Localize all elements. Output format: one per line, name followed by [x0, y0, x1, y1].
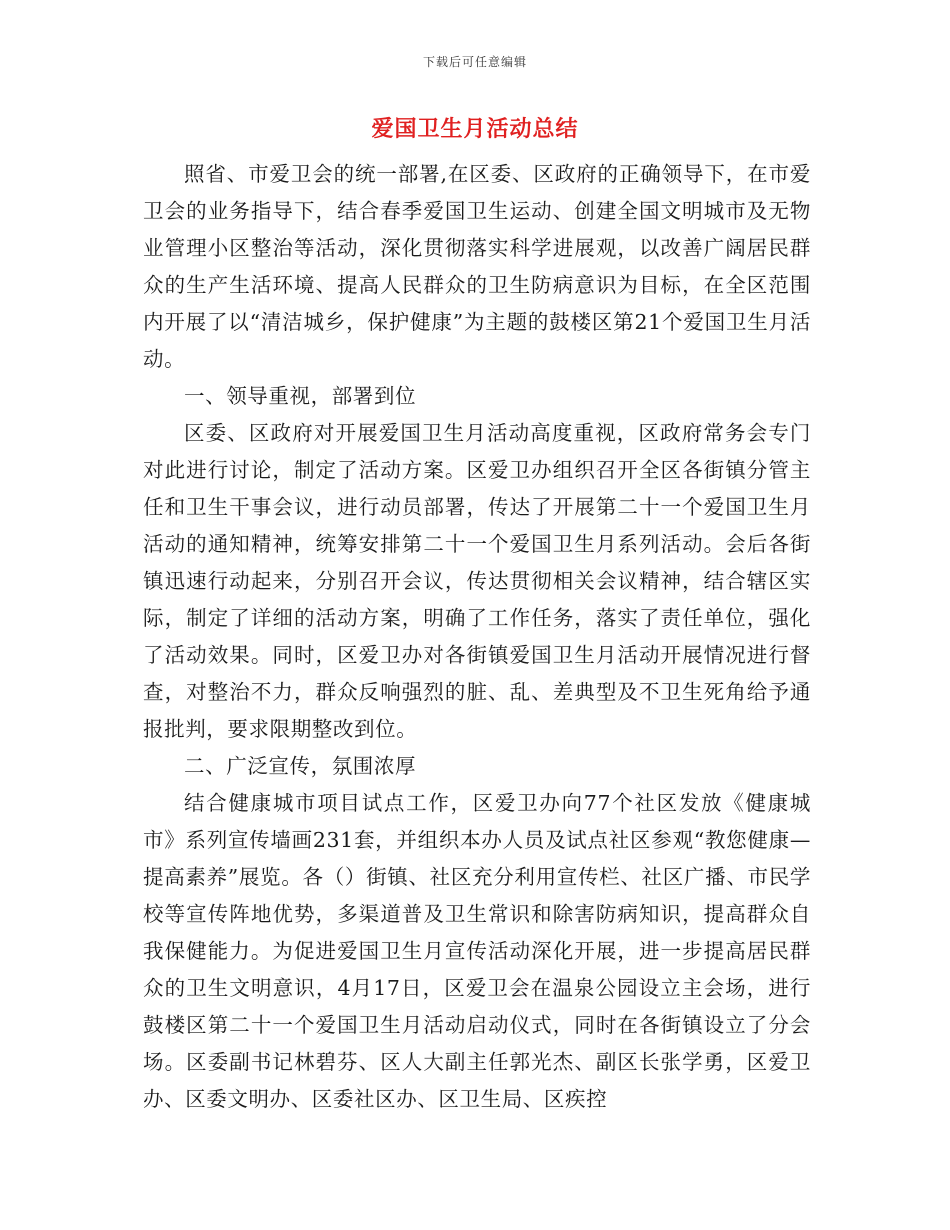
paragraph-section-1: 区委、区政府对开展爱国卫生月活动高度重视，区政府常务会专门对此进行讨论，制定了活动方案。区爱卫办组织召开全区各街镇分管主任和卫生干事会议，进行动员部署，传达了开展第二十一个爱国卫生月活动的通知精神，统筹安排第二十一个爱国卫生月系列活动。会后各街镇迅速行动起来，分别召开会议，传达贯彻相关会议精神，结合辖区实际，制定了详细的活动方案，明确了工作任务，落实了责任单位，强化了活动效果。同时，区爱卫办对各街镇爱国卫生月活动开展情况进行督查，对整治不力，群众反响强烈的脏、乱、差典型及不卫生死角给予通报批判，要求限期整改到位。: [143, 421, 811, 741]
paragraph-intro: 照省、市爱卫会的统一部署,在区委、区政府的正确领导下，在市爱卫会的业务指导下，结合春季爱国卫生运动、创建全国文明城市及无物业管理小区整治等活动，深化贯彻落实科学进展观，以改善广阔居民群众的生产生活环境、提高人民群众的卫生防病意识为目标，在全区范围内开展了以“清洁城乡，保护健康”为主题的鼓楼区第21个爱国卫生月活动。: [143, 162, 811, 371]
header-note: 下载后可任意编辑: [422, 55, 527, 69]
paragraph-section-2: 结合健康城市项目试点工作，区爱卫办向77个社区发放《健康城市》系列宣传墙画231套，并组织本办人员及试点社区参观“教您健康—提高素养”展览。各（）街镇、社区充分利用宣传栏、社区广播、市民学校等宣传阵地优势，多渠道普及卫生常识和除害防病知识，提高群众自我保健能力。为促进爱国卫生月宣传活动深化开展，进一步提高居民群众的卫生文明意识，4月17日，区爱卫会在温泉公园设立主会场，进行鼓楼区第二十一个爱国卫生月活动启动仪式，同时在各街镇设立了分会场。区委副书记林碧芬、区人大副主任郭光杰、副区长张学勇，区爱卫办、区委文明办、区委社区办、区卫生局、区疾控: [143, 791, 811, 1111]
document-body: [143, 156, 811, 1118]
document-title: 爱国卫生月活动总结: [371, 116, 579, 142]
section-heading-2: 二、广泛宣传，氛围浓厚: [184, 754, 417, 778]
section-heading-1: 一、领导重视，部署到位: [184, 384, 417, 408]
